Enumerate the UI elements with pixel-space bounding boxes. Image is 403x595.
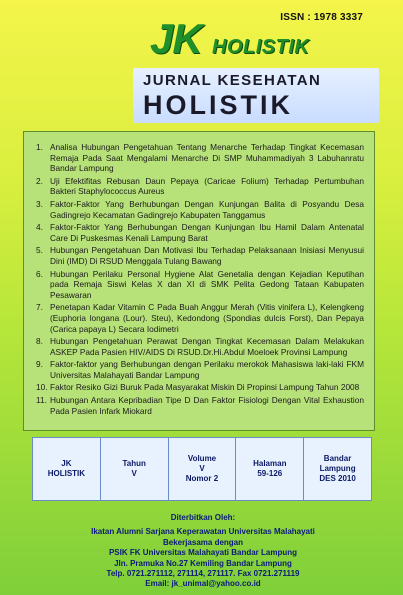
logo-holistik: HOLISTIK xyxy=(212,36,310,58)
toc-item: 2. Uji Efektifitas Rebusan Daun Pepaya (Caricae Folium) Terhadap Pertumbuhan Bakteri Staphylococcus Aureus xyxy=(36,175,364,197)
toc-item: 3. Faktor-Faktor Yang Berhubungan Dengan Kunjungan Balita di Posyandu Desa Gadingrejo Kecamatan Gadingrejo Kabupaten Tanggamus xyxy=(36,198,364,220)
table-of-contents xyxy=(23,131,375,431)
publisher-email: Email: jk_unimal@yahoo.co.id xyxy=(145,579,261,589)
issue-info-box xyxy=(32,437,372,501)
publisher-address: Jln. Pramuka No.27 Kemiling Bandar Lampung xyxy=(114,558,292,568)
info-cell-volume: Volume V Nomor 2 xyxy=(169,438,237,500)
journal-title-line1: JURNAL KESEHATAN xyxy=(143,72,322,89)
logo-jk: JK xyxy=(150,15,202,62)
title-banner xyxy=(133,68,379,123)
toc-item: 4. Faktor-Faktor Yang Berhubungan Dengan Kunjungan Ibu Hamil Dalam Antenatal Care Di Puskesmas Kenali Lampung Barat xyxy=(36,222,364,243)
info-cell-place-date: Bandar Lampung DES 2010 xyxy=(319,454,356,483)
info-cell-journal: JK HOLISTIK xyxy=(33,438,101,500)
toc-item: 1. Analisa Hubungan Pengetahuan Tentang Menarche Terhadap Tingkat Kecemasan Remaja Pada Saat Mengalami Menarche Di SMP Muhammadiyah 3 Labuhanratu Bandar Lampung xyxy=(36,142,364,174)
toc-item: 8. Hubungan Pengetahuan Perawat Dengan Tingkat Kecemasan Dalam Melakukan ASKEP Pada Pasien HIV/AIDS Di RSUD.Dr.Hi.Abdul Moeloek Provinsi Lampung xyxy=(36,336,364,357)
issn-number: ISSN : 1978 3337 xyxy=(280,12,363,23)
publisher-name: Ikatan Alumni Sarjana Keperawatan Universitas Malahayati xyxy=(91,527,315,537)
publisher-phone: Telp. 0721.271112, 271114, 271117. Fax 0721.271119 xyxy=(106,569,300,579)
publisher-partner: PSIK FK Universitas Malahayati Bandar Lampung xyxy=(108,548,298,558)
publisher-block xyxy=(18,513,388,590)
publisher-partner-label: Bekerjasama dengan xyxy=(162,537,244,547)
toc-item: 10. Faktor Resiko Gizi Buruk Pada Masyarakat Miskin Di Propinsi Lampung Tahun 2008 xyxy=(36,382,360,393)
toc-item: 9. Faktor-faktor yang Berhubungan dengan Perilaku merokok Mahasiswa laki-laki FKM Universitas Malahayati Bandar Lampung xyxy=(36,359,364,380)
toc-item: 6. Hubungan Perilaku Personal Hygiene Alat Genetalia dengan Kejadian Keputihan pada Remaja Siswi Kelas X dan XI di SMK Pelita Gedong Tataan Kabupaten Pesawaran xyxy=(36,268,364,300)
publisher-heading: Diterbitkan Oleh: xyxy=(170,513,236,522)
toc-item: 11. Hubungan Antara Kepribadian Tipe D Dan Faktor Fisiologi Dengan Vital Exhaustion Pada Pasien Infark Miokard xyxy=(36,395,364,416)
toc-item: 5. Hubungan Pengetahuan Dan Motivasi Ibu Terhadap Pelaksanaan Inisiasi Menyusui Dini (IMD) Di RSUD Menggala Tulang Bawang xyxy=(36,245,364,266)
journal-title-line2: HOLISTIK xyxy=(143,90,293,120)
info-cell-pages: Halaman 59-126 xyxy=(236,438,304,500)
toc-item: 7. Penetapan Kadar Vitamin C Pada Buah Anggur Merah (Vitis vinifera L), Kelengkeng (Euphoria longana (Lour). Steu), Kedondong (Spondias dulcis Forst), Dan Pepaya (Carica papaya L) Secara Iodimetri xyxy=(36,302,364,334)
info-cell-year: Tahun V xyxy=(101,438,169,500)
